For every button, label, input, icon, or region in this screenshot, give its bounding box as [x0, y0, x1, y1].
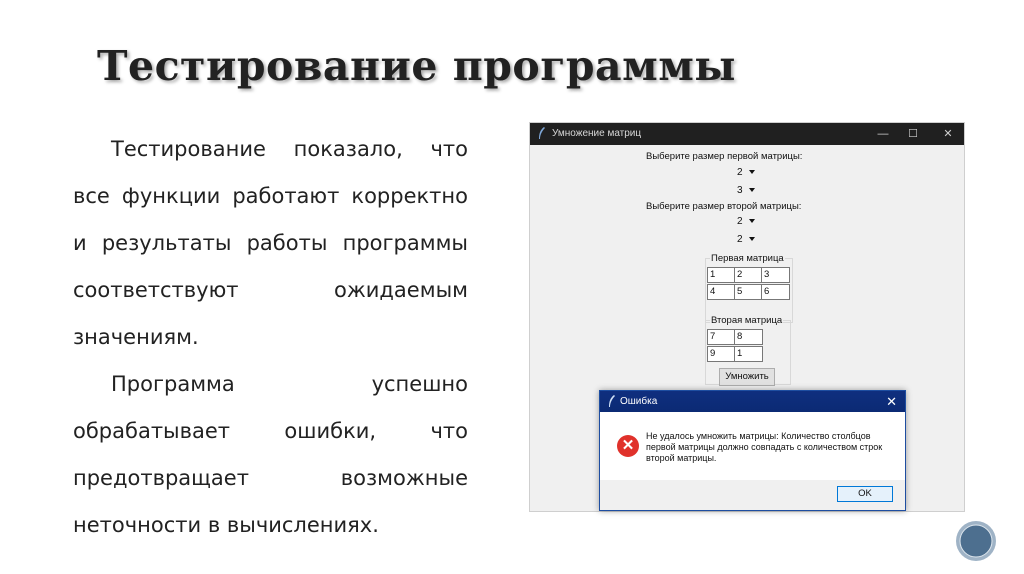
dialog-footer	[600, 480, 905, 510]
slide-logo-icon	[955, 520, 997, 562]
matrix2-cell[interactable]: 7	[707, 329, 736, 345]
first-matrix-label: Первая матрица	[711, 253, 784, 264]
slide-body	[73, 126, 468, 549]
dialog-titlebar[interactable]	[600, 391, 905, 412]
matrix2-cell[interactable]: 9	[707, 346, 736, 362]
error-dialog	[599, 390, 906, 511]
first-rows-dropdown[interactable]	[737, 167, 755, 178]
second-cols-dropdown[interactable]	[737, 234, 755, 245]
paragraph-testing-result: Тестирование показало, что все функции работают корректно и результаты работы программы соответствуют ожидаемым значениям.	[73, 137, 468, 349]
second-rows-value: 2	[737, 216, 743, 227]
maximize-icon[interactable]: ☐	[908, 128, 918, 140]
paragraph-error-handling: Программа успешно обрабатывает ошибки, что предотвращает возможные неточности в вычислениях.	[73, 372, 468, 537]
matrix1-cell[interactable]: 2	[734, 267, 763, 283]
error-icon: ✕	[617, 435, 639, 457]
first-rows-value: 2	[737, 167, 743, 178]
window-title: Умножение матриц	[552, 128, 642, 139]
second-size-label: Выберите размер второй матрицы:	[646, 201, 802, 212]
matrix2-cell[interactable]: 1	[734, 346, 763, 362]
close-icon[interactable]: ✕	[886, 394, 897, 409]
second-cols-value: 2	[737, 234, 743, 245]
first-cols-dropdown[interactable]	[737, 185, 755, 196]
slide-title: Тестирование программы	[97, 42, 736, 90]
dropdown-arrow-icon	[749, 219, 755, 223]
dropdown-arrow-icon	[749, 188, 755, 192]
dialog-title: Ошибка	[620, 396, 658, 407]
window-titlebar[interactable]	[530, 123, 964, 145]
first-cols-value: 3	[737, 185, 743, 196]
first-matrix-group	[705, 253, 793, 323]
second-rows-dropdown[interactable]	[737, 216, 755, 227]
minimize-icon[interactable]: —	[877, 128, 889, 140]
close-icon[interactable]: ✕	[943, 128, 953, 140]
matrix1-cell[interactable]: 5	[734, 284, 763, 300]
dropdown-arrow-icon	[749, 170, 755, 174]
dropdown-arrow-icon	[749, 237, 755, 241]
ok-button[interactable]: OK	[837, 486, 893, 502]
matrix1-cell[interactable]: 1	[707, 267, 736, 283]
matrix1-cell[interactable]: 6	[761, 284, 790, 300]
multiply-button[interactable]: Умножить	[719, 368, 775, 386]
matrix1-cell[interactable]: 3	[761, 267, 790, 283]
first-size-label: Выберите размер первой матрицы:	[646, 151, 803, 162]
feather-icon	[538, 127, 546, 140]
second-matrix-label: Вторая матрица	[711, 315, 783, 326]
matrix2-cell[interactable]: 8	[734, 329, 763, 345]
feather-icon	[608, 395, 616, 408]
error-message: Не удалось умножить матрицы: Количество столбцов первой матрицы должно совпадать с количеством строк второй матрицы.	[646, 431, 883, 463]
matrix1-cell[interactable]: 4	[707, 284, 736, 300]
